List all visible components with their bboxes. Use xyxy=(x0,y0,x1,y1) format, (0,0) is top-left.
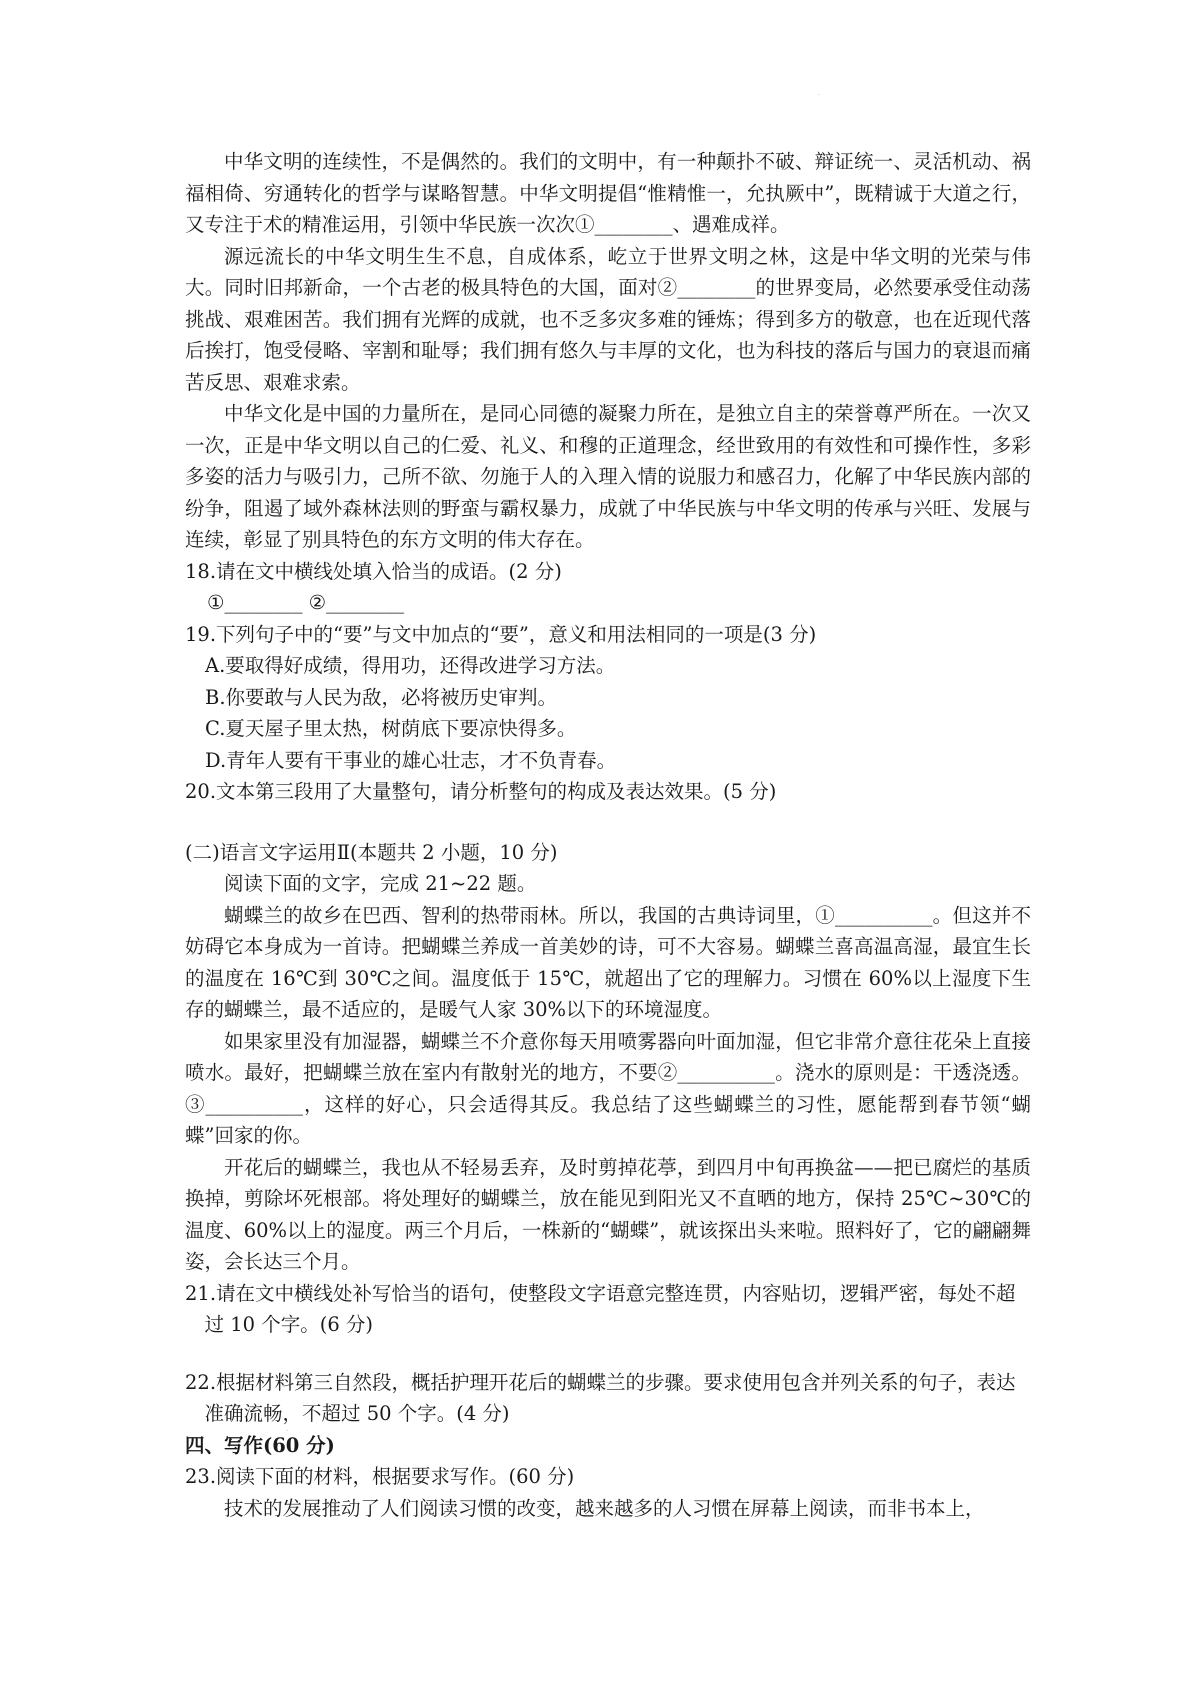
question-23-material: 技术的发展推动了人们阅读习惯的改变，越来越多的人习惯在屏幕上阅读，而非书本上， xyxy=(224,1496,985,1520)
question-19-option-c: C.夏天屋子里太热，树荫底下要凉快得多。 xyxy=(205,717,577,740)
question-21: 21.请在文中横线处补写恰当的语句，使整段文字语意完整连贯，内容贴切，逻辑严密，每处不超过 10 个字。(6 分) xyxy=(185,1281,1016,1336)
passage2-paragraph-1: 蝴蝶兰的故乡在巴西、智利的热带雨林。所以，我国的古典诗词里，①__________。但这并不妨碍它本身成为一首诗。把蝴蝶兰养成一首美妙的诗，可不大容易。蝴蝶兰喜高温高湿，最宜生长的温度在 16℃到 30℃之间。温度低于 15℃，就超出了它的理解力。习惯在 60%以上湿度下生存的蝴蝶兰，最不适应的，是暖气人家 30%以下的环境湿度。 xyxy=(185,903,1031,1021)
page-content xyxy=(185,146,1031,1524)
passage2-paragraph-3: 开花后的蝴蝶兰，我也从不轻易丢弃，及时剪掉花葶，到四月中旬再换盆——把已腐烂的基质换掉，剪除坏死根部。将处理好的蝴蝶兰，放在能见到阳光又不直晒的地方，保持 25℃~30℃的温度、60%以上的湿度。两三个月后，一株新的“蝴蝶”，就该探出头来啦。照料好了，它的翩翩舞姿，会长达三个月。 xyxy=(185,1155,1031,1273)
passage1-paragraph-2: 源远流长的中华文明生生不息，自成体系，屹立于世界文明之林，这是中华文明的光荣与伟大。同时旧邦新命，一个古老的极具特色的大国，面对②________的世界变局，必然要承受住动荡挑战、艰难困苦。我们拥有光辉的成就，也不乏多灾多难的锤炼；得到多方的敬意，也在近现代落后挨打，饱受侵略、宰割和耻辱；我们拥有悠久与丰厚的文化，也为科技的落后与国力的衰退而痛苦反思、艰难求索。 xyxy=(185,244,1031,394)
passage2-paragraph-2: 如果家里没有加湿器，蝴蝶兰不介意你每天用喷雾器向叶面加湿，但它非常介意往花朵上直接喷水。最好，把蝴蝶兰放在室内有散射光的地方，不要②__________。浇水的原则是：干透浇透。③__________，这样的好心，只会适得其反。我总结了这些蝴蝶兰的习性，愿能帮到春节领“蝴蝶”回家的你。 xyxy=(185,1029,1031,1147)
section-4-title: 四、写作(60 分) xyxy=(185,1433,335,1457)
question-23: 23.阅读下面的材料，根据要求写作。(60 分) xyxy=(185,1465,575,1488)
passage1-paragraph-3: 中华文化是中国的力量所在，是同心同德的凝聚力所在，是独立自主的荣誉尊严所在。一次又一次，正是中华文明以自己的仁爱、礼义、和穆的正道理念，经世致用的有效性和可操作性，多彩多姿的活力与吸引力，己所不欲、勿施于人的入理入情的说服力和感召力，化解了中华民族内部的纷争，阻遏了域外森林法则的野蛮与霸权暴力，成就了中华民族与中华文明的传承与兴旺、发展与连续，彰显了别具特色的东方文明的伟大存在。 xyxy=(185,402,1031,551)
passage1-paragraph-1: 中华文明的连续性，不是偶然的。我们的文明中，有一种颠扑不破、辩证统一、灵活机动、祸福相倚、穷通转化的哲学与谋略智慧。中华文明提倡“惟精惟一，允执厥中”，既精诚于大道之行，又专注于术的精准运用，引领中华民族一次次①________、遇难成祥。 xyxy=(185,150,1031,236)
section-2-title: (二)语言文字运用Ⅱ(本题共 2 小题，10 分) xyxy=(185,840,558,864)
answer-space xyxy=(185,1341,1031,1367)
scan-speck: · xyxy=(818,92,820,99)
question-22: 22.根据材料第三自然段，概括护理开花后的蝴蝶兰的步骤。要求使用包含并列关系的句子，表达准确流畅，不超过 50 个字。(4 分) xyxy=(185,1370,1016,1425)
question-19: 19.下列句子中的“要”与文中加点的“要”，意义和用法相同的一项是(3 分) xyxy=(185,622,817,646)
question-18: 18.请在文中横线处填入恰当的成语。(2 分) xyxy=(185,559,562,583)
question-19-option-b: B.你要敢与人民为敌，必将被历史审判。 xyxy=(205,685,558,709)
question-19-option-a: A.要取得好成绩，得用功，还得改进学习方法。 xyxy=(205,654,616,677)
answer-space xyxy=(185,808,1031,837)
question-20: 20.文本第三段用了大量整句，请分析整句的构成及表达效果。(5 分) xyxy=(185,780,777,803)
scan-speck: · xyxy=(286,1428,288,1435)
section-2-intro: 阅读下面的文字，完成 21~22 题。 xyxy=(224,872,537,895)
question-18-blanks: ①________ ②________ xyxy=(207,591,405,614)
question-19-option-d: D.青年人要有干事业的雄心壮志，才不负青春。 xyxy=(205,748,617,772)
